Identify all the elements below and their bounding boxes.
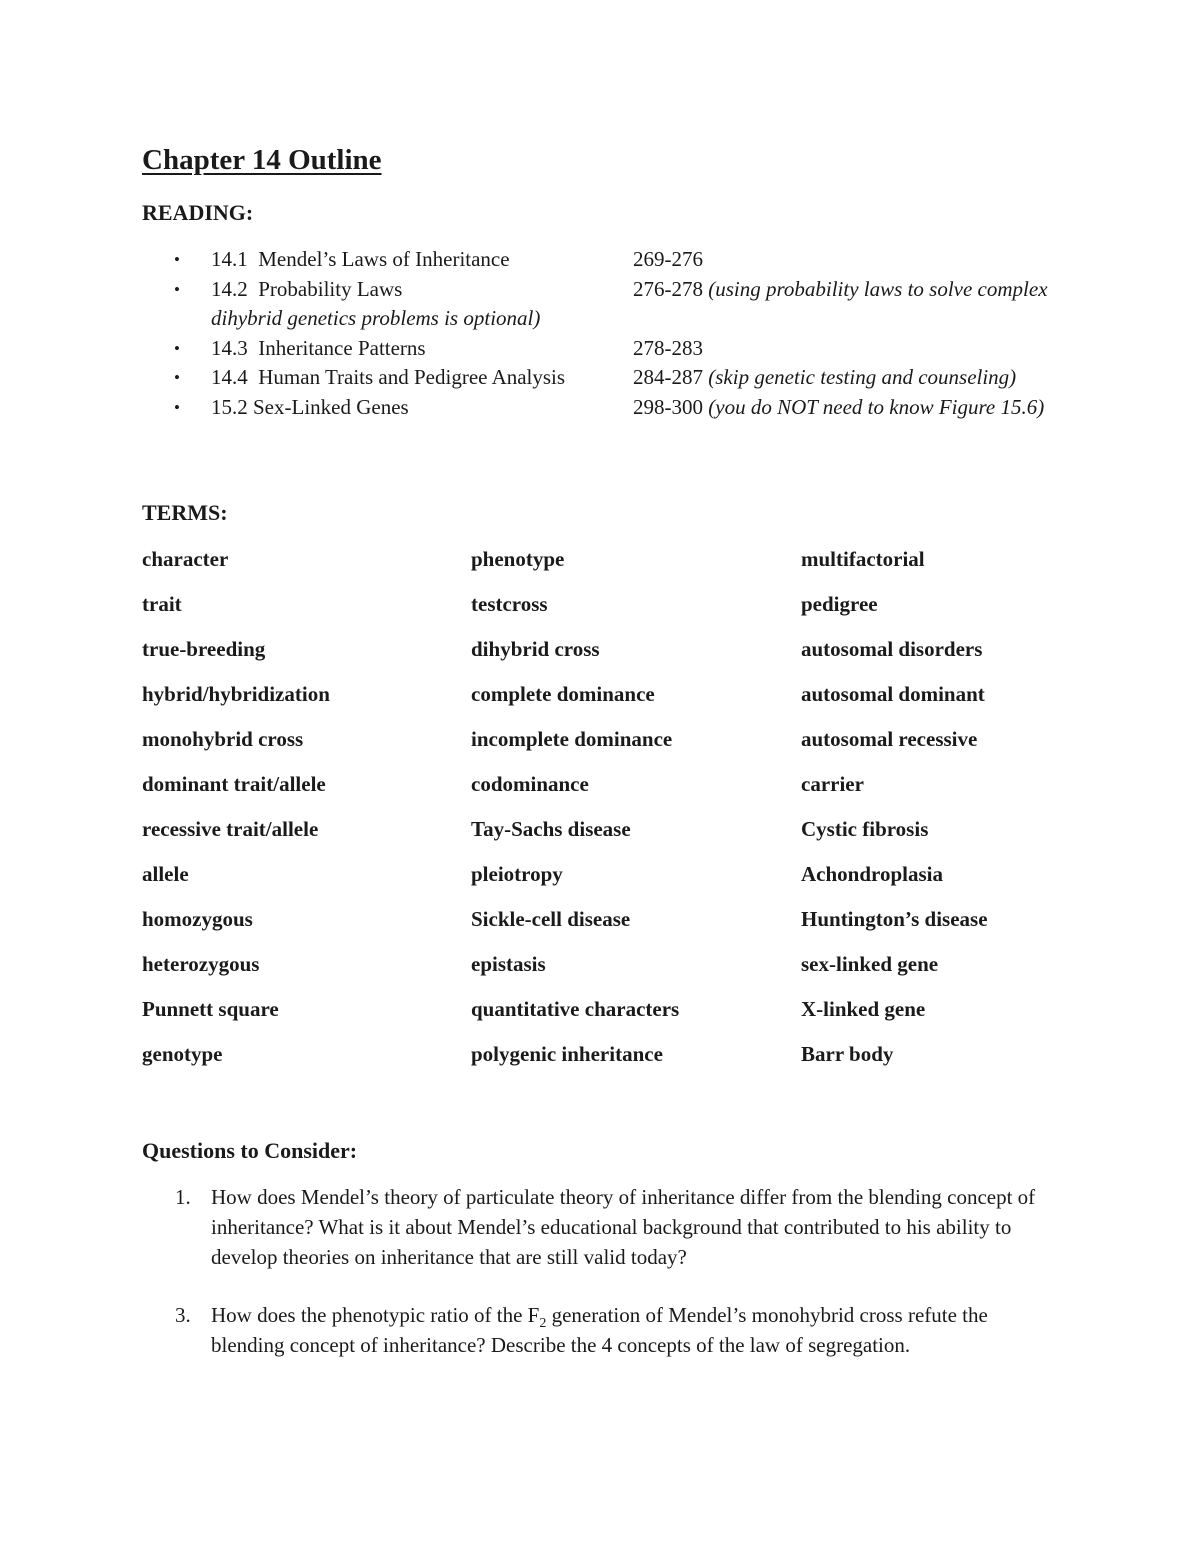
term: X-linked gene bbox=[801, 997, 926, 1021]
reading-item bbox=[0, 393, 1081, 423]
reading-item bbox=[0, 334, 1081, 364]
term: autosomal dominant bbox=[801, 682, 985, 706]
term: monohybrid cross bbox=[142, 727, 304, 751]
term: trait bbox=[142, 592, 182, 616]
term: phenotype bbox=[471, 547, 565, 571]
term: testcross bbox=[471, 592, 548, 616]
question-text: How does Mendel’s theory of particulate theory of inheritance differ from the blending concept of inheritance? What is it about Mendel’s educational background that contributed to his ability to develop theories on inheritance that are still valid today? bbox=[211, 1185, 1036, 1269]
term: epistasis bbox=[471, 952, 546, 976]
terms-heading: TERMS: bbox=[142, 500, 228, 525]
term: pleiotropy bbox=[471, 862, 563, 886]
term: character bbox=[142, 547, 229, 571]
bullet-icon: • bbox=[174, 279, 180, 299]
term: codominance bbox=[471, 772, 589, 796]
reading-pages: 269-276 bbox=[633, 247, 703, 271]
term: incomplete dominance bbox=[471, 727, 673, 751]
reading-note: (skip genetic testing and counseling) bbox=[703, 365, 1017, 389]
reading-pages: 278-283 bbox=[633, 335, 703, 360]
term: homozygous bbox=[142, 907, 253, 931]
question-item bbox=[0, 1182, 1051, 1272]
reading-list bbox=[0, 245, 1200, 422]
question-item bbox=[0, 1300, 1051, 1360]
questions-heading: Questions to Consider: bbox=[142, 1138, 358, 1163]
term: dihybrid cross bbox=[471, 637, 600, 661]
term: heterozygous bbox=[142, 952, 260, 976]
reading-section-label: 14.4 Human Traits and Pedigree Analysis bbox=[211, 365, 566, 389]
reading-note: (you do NOT need to know Figure 15.6) bbox=[703, 394, 1045, 419]
reading-item bbox=[0, 275, 1081, 334]
reading-section-label: 14.1 Mendel’s Laws of Inheritance bbox=[211, 247, 510, 271]
term: sex-linked gene bbox=[801, 952, 939, 976]
reading-item bbox=[0, 363, 1081, 393]
term: Achondroplasia bbox=[801, 862, 943, 886]
term: polygenic inheritance bbox=[471, 1042, 663, 1066]
reading-note: (using probability laws to solve complex dihybrid genetics problems is optional) bbox=[211, 276, 1048, 330]
term: complete dominance bbox=[471, 682, 655, 706]
reading-section-label: 14.2 Probability Laws bbox=[211, 276, 403, 301]
questions-list bbox=[0, 1182, 1200, 1388]
question-text-continued: generation of Mendel’s monohybrid cross refute the blending concept of inheritance? Describe the 4 concepts of the law of segregation. bbox=[211, 1303, 988, 1357]
term: hybrid/hybridization bbox=[142, 682, 330, 706]
term: Punnett square bbox=[142, 997, 279, 1021]
reading-section-label: 15.2 Sex-Linked Genes bbox=[211, 394, 409, 419]
bullet-icon: • bbox=[174, 338, 180, 358]
question-text: How does the phenotypic ratio of the F bbox=[211, 1303, 540, 1327]
reading-pages: 298-300 bbox=[633, 394, 703, 419]
question-number: 1. bbox=[175, 1185, 191, 1209]
reading-pages: 276-278 bbox=[633, 276, 703, 301]
question-subscript: 2 bbox=[539, 1316, 547, 1332]
term: Tay-Sachs disease bbox=[471, 817, 631, 841]
term: Huntington’s disease bbox=[801, 907, 988, 931]
page-title: Chapter 14 Outline bbox=[142, 144, 382, 176]
term: carrier bbox=[801, 772, 864, 796]
term: autosomal recessive bbox=[801, 727, 978, 751]
reading-pages: 284-287 bbox=[633, 365, 703, 389]
reading-heading: READING: bbox=[142, 200, 254, 225]
term: quantitative characters bbox=[471, 997, 680, 1021]
terms-grid bbox=[142, 545, 1102, 1085]
reading-section-label: 14.3 Inheritance Patterns bbox=[211, 335, 426, 360]
term: dominant trait/allele bbox=[142, 772, 326, 796]
bullet-icon: • bbox=[174, 250, 180, 269]
term: recessive trait/allele bbox=[142, 817, 319, 841]
bullet-icon: • bbox=[174, 368, 180, 387]
term: Cystic fibrosis bbox=[801, 817, 929, 841]
term: true-breeding bbox=[142, 637, 266, 661]
question-number: 3. bbox=[175, 1303, 191, 1327]
term: allele bbox=[142, 862, 189, 886]
term: Sickle-cell disease bbox=[471, 907, 631, 931]
term: autosomal disorders bbox=[801, 637, 983, 661]
term: Barr body bbox=[801, 1042, 894, 1066]
reading-item bbox=[0, 245, 1081, 275]
term: pedigree bbox=[801, 592, 878, 616]
term: multifactorial bbox=[801, 547, 925, 571]
term: genotype bbox=[142, 1042, 223, 1066]
bullet-icon: • bbox=[174, 397, 180, 417]
